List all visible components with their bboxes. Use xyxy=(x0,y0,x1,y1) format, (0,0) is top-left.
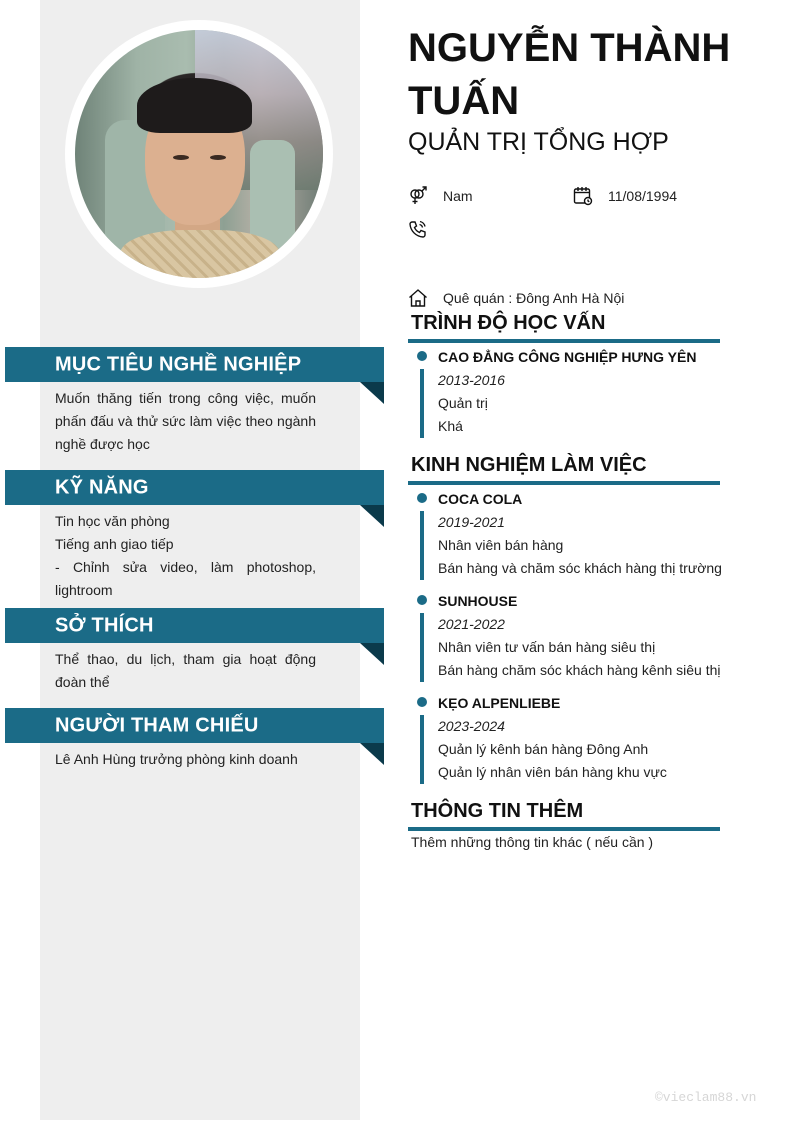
objective-text xyxy=(55,387,316,456)
hobbies-paragraph: Thể thao, du lịch, tham gia hoạt động đoàn thể xyxy=(55,651,316,690)
ribbon-fold xyxy=(360,382,384,404)
section-header-objective xyxy=(5,347,384,382)
skills-list xyxy=(55,510,316,602)
experience-period: 2019-2021 xyxy=(438,514,505,530)
section-header-hobbies xyxy=(5,608,384,643)
birthdate-value: 11/08/1994 xyxy=(608,188,678,204)
birthdate-info xyxy=(573,186,677,206)
section-header-skills xyxy=(5,470,384,505)
skill-item: - Chỉnh sửa video, làm photoshop, lightroom xyxy=(55,559,316,598)
section-divider xyxy=(408,827,720,831)
section-divider xyxy=(408,481,720,485)
school-name: CAO ĐẲNG CÔNG NGHIỆP HƯNG YÊN xyxy=(438,349,697,365)
timeline-bar xyxy=(420,511,424,580)
avatar-eye xyxy=(173,155,189,160)
hometown-info xyxy=(408,288,624,308)
gender-icon xyxy=(408,186,428,206)
avatar xyxy=(75,30,323,278)
company-name: COCA COLA xyxy=(438,491,523,507)
company-name: KẸO ALPENLIEBE xyxy=(438,695,561,711)
experience-description: Bán hàng và chăm sóc khách hàng thị trường xyxy=(438,560,722,576)
timeline-bar xyxy=(420,369,424,438)
references-text xyxy=(55,748,316,771)
avatar-eye xyxy=(210,155,226,160)
ribbon-fold xyxy=(360,643,384,665)
gender-value: Nam xyxy=(443,188,473,204)
education-grade: Khá xyxy=(438,418,463,434)
section-title: NGƯỜI THAM CHIẾU xyxy=(55,714,259,736)
hometown-value: Quê quán : Đông Anh Hà Nội xyxy=(443,290,625,306)
phone-info xyxy=(408,219,443,239)
section-title: KỸ NĂNG xyxy=(55,476,149,498)
skill-item: Tin học văn phòng xyxy=(55,513,170,529)
company-name: SUNHOUSE xyxy=(438,593,518,609)
timeline-dot xyxy=(417,351,427,361)
objective-paragraph: Muốn thăng tiến trong công việc, muốn phấn đấu và thử sức làm việc theo ngành nghề được học xyxy=(55,390,316,452)
timeline-bar xyxy=(420,715,424,784)
gender-info xyxy=(408,186,473,206)
section-header-references xyxy=(5,708,384,743)
experience-period: 2023-2024 xyxy=(438,718,505,734)
section-title-education: TRÌNH ĐỘ HỌC VẤN xyxy=(411,312,606,334)
phone-icon xyxy=(408,219,428,239)
timeline-bar xyxy=(420,613,424,682)
experience-position: Nhân viên bán hàng xyxy=(438,537,564,553)
candidate-role: QUẢN TRỊ TỔNG HỢP xyxy=(408,128,669,156)
experience-position: Nhân viên tư vấn bán hàng siêu thị xyxy=(438,639,656,655)
ribbon-fold xyxy=(360,505,384,527)
experience-position: Quản lý kênh bán hàng Đông Anh xyxy=(438,741,649,757)
section-title-additional: THÔNG TIN THÊM xyxy=(411,800,584,822)
hobbies-text xyxy=(55,648,316,694)
section-title: MỤC TIÊU NGHỀ NGHIỆP xyxy=(55,353,302,375)
experience-description: Bán hàng chăm sóc khách hàng kênh siêu thị xyxy=(438,662,721,678)
section-divider xyxy=(408,339,720,343)
skill-item: Tiếng anh giao tiếp xyxy=(55,536,174,552)
candidate-name: NGUYỄN THÀNH TUẤN xyxy=(408,26,731,123)
experience-description: Quản lý nhân viên bán hàng khu vực xyxy=(438,764,667,780)
section-title: SỞ THÍCH xyxy=(55,614,154,636)
calendar-icon xyxy=(573,186,593,206)
avatar-hair xyxy=(137,78,252,133)
additional-text: Thêm những thông tin khác ( nếu cần ) xyxy=(411,834,654,850)
timeline-dot xyxy=(417,595,427,605)
education-period: 2013-2016 xyxy=(438,372,505,388)
avatar-shirt xyxy=(120,230,280,278)
experience-period: 2021-2022 xyxy=(438,616,505,632)
timeline-dot xyxy=(417,697,427,707)
section-title-experience: KINH NGHIỆM LÀM VIỆC xyxy=(411,454,647,476)
watermark: ©vieclam88.vn xyxy=(655,1090,757,1105)
timeline-dot xyxy=(417,493,427,503)
ribbon-fold xyxy=(360,743,384,765)
education-major: Quản trị xyxy=(438,395,488,411)
references-paragraph: Lê Anh Hùng trưởng phòng kinh doanh xyxy=(55,751,298,767)
home-icon xyxy=(408,288,428,308)
